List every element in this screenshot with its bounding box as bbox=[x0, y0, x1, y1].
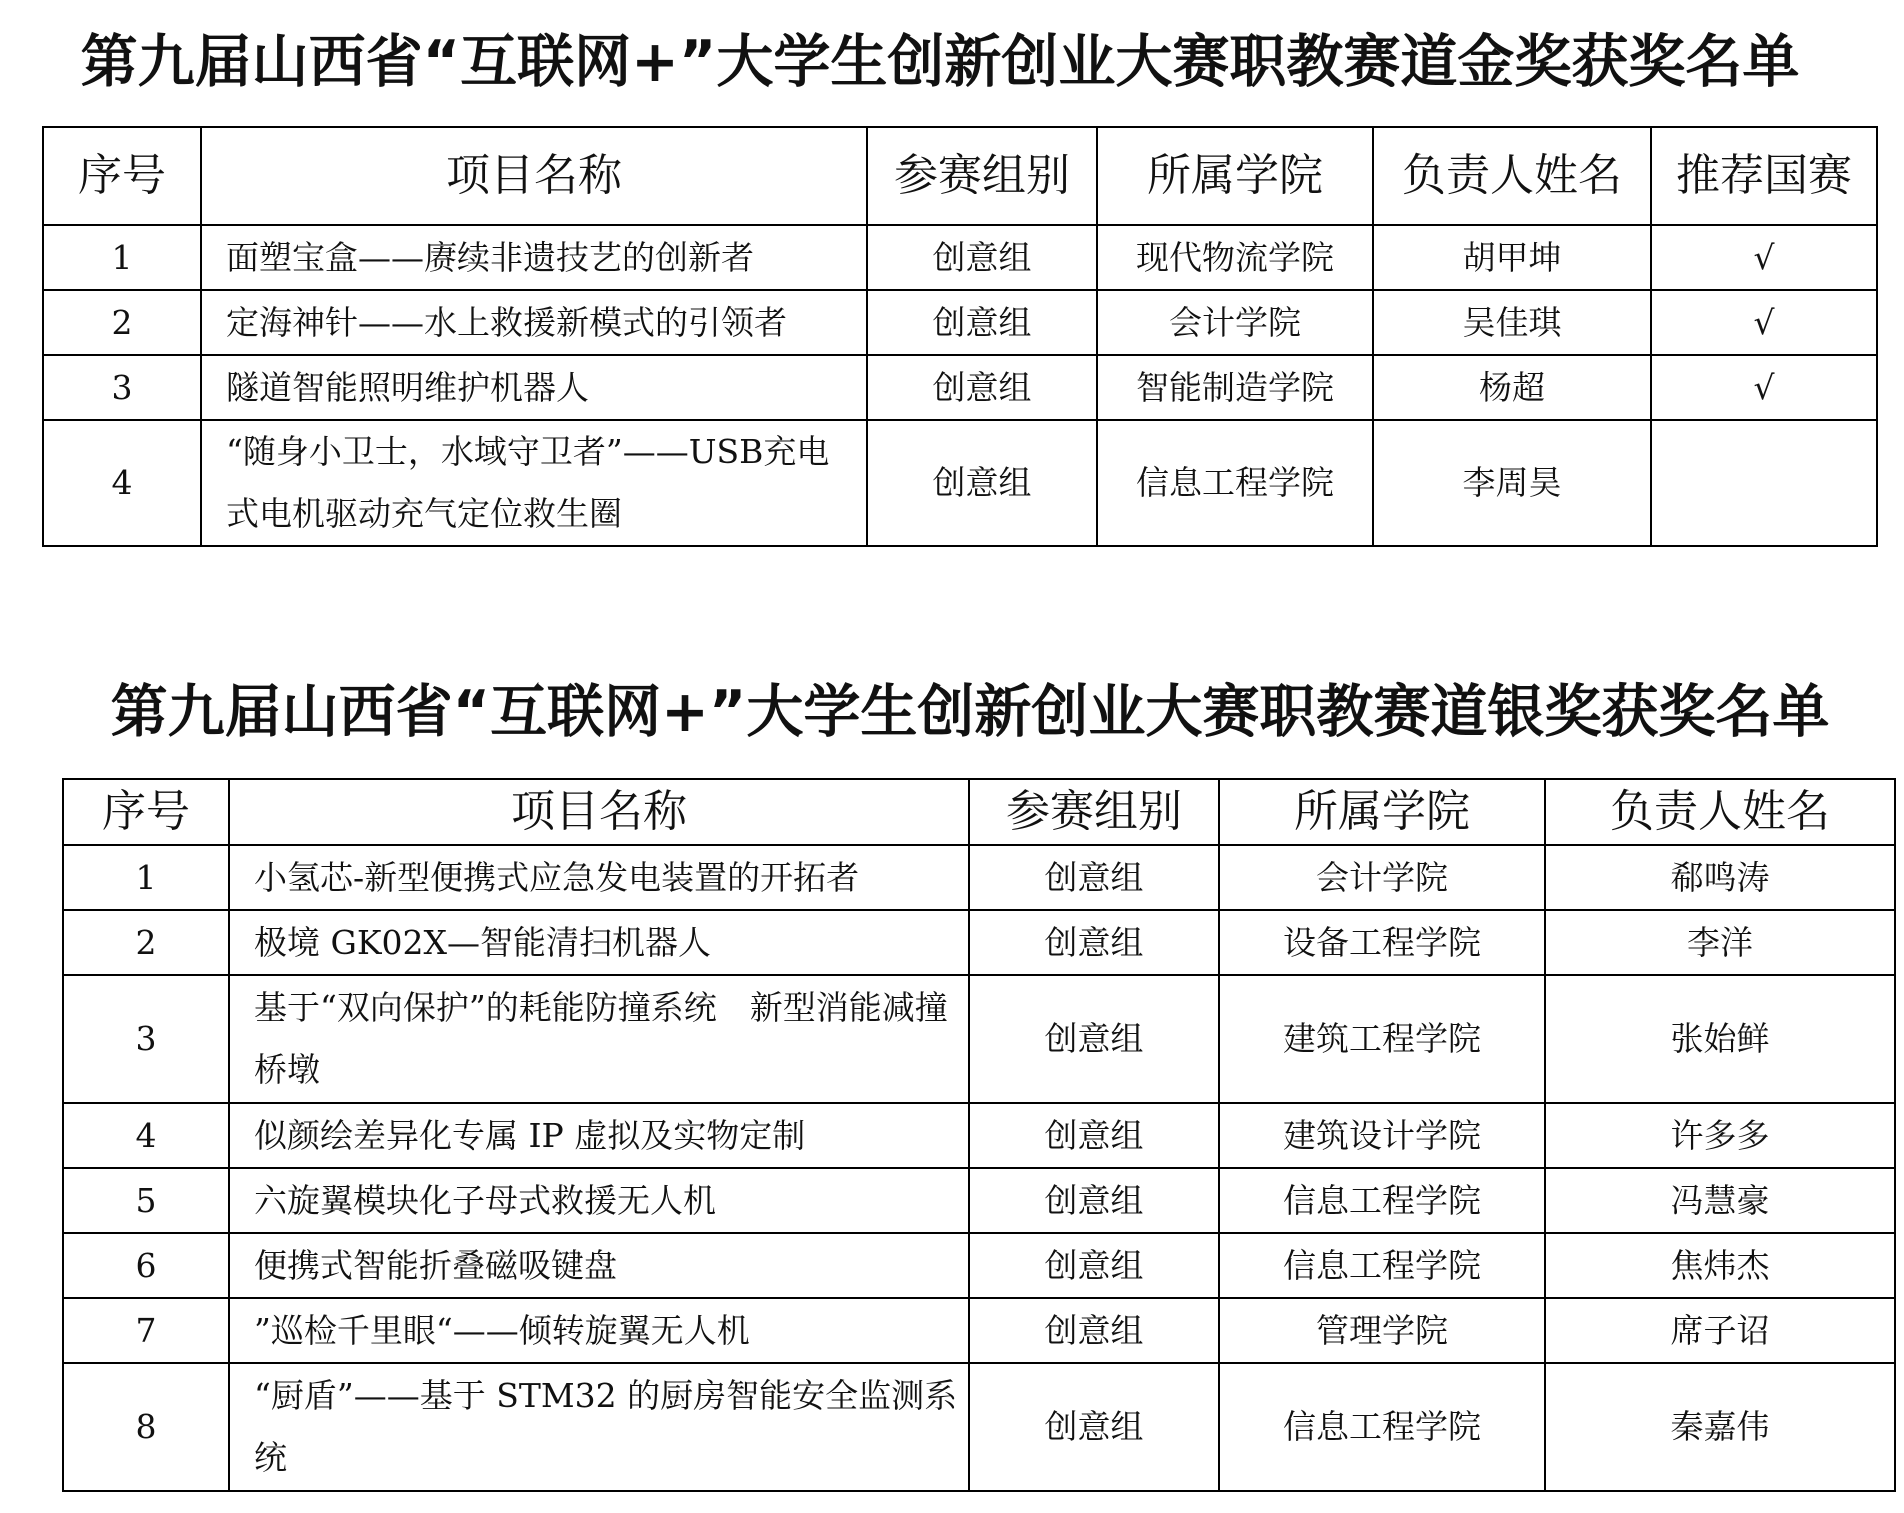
table-row bbox=[63, 1168, 1895, 1233]
cell-college: 建筑工程学院 bbox=[1219, 975, 1545, 1103]
cell-leader: 席子诏 bbox=[1545, 1298, 1895, 1363]
cell-leader: 冯慧豪 bbox=[1545, 1168, 1895, 1233]
cell-group: 创意组 bbox=[867, 355, 1097, 420]
cell-project: 基于“双向保护”的耗能防撞系统 新型消能减撞桥墩 bbox=[229, 975, 969, 1103]
cell-college: 会计学院 bbox=[1219, 845, 1545, 910]
cell-project: 便携式智能折叠磁吸键盘 bbox=[229, 1233, 969, 1298]
cell-seq: 1 bbox=[43, 225, 201, 290]
header-group: 参赛组别 bbox=[969, 779, 1219, 845]
cell-recommend-check: √ bbox=[1651, 355, 1877, 420]
cell-group: 创意组 bbox=[969, 1103, 1219, 1168]
cell-leader: 焦炜杰 bbox=[1545, 1233, 1895, 1298]
cell-group: 创意组 bbox=[867, 290, 1097, 355]
cell-group: 创意组 bbox=[969, 1298, 1219, 1363]
cell-college: 信息工程学院 bbox=[1219, 1233, 1545, 1298]
cell-project: 定海神针——水上救援新模式的引领者 bbox=[201, 290, 867, 355]
cell-college: 现代物流学院 bbox=[1097, 225, 1373, 290]
table-header-row bbox=[63, 779, 1895, 845]
cell-leader: 郗鸣涛 bbox=[1545, 845, 1895, 910]
cell-seq: 8 bbox=[63, 1363, 229, 1491]
cell-seq: 3 bbox=[63, 975, 229, 1103]
table-row bbox=[43, 420, 1877, 546]
cell-project: 隧道智能照明维护机器人 bbox=[201, 355, 867, 420]
cell-group: 创意组 bbox=[969, 1363, 1219, 1491]
cell-seq: 1 bbox=[63, 845, 229, 910]
cell-seq: 3 bbox=[43, 355, 201, 420]
cell-group: 创意组 bbox=[969, 975, 1219, 1103]
gold-award-title: 第九届山西省“互联网+”大学生创新创业大赛职教赛道金奖获奖名单 bbox=[80, 29, 1800, 95]
cell-group: 创意组 bbox=[867, 225, 1097, 290]
cell-seq: 4 bbox=[63, 1103, 229, 1168]
table-row bbox=[63, 1233, 1895, 1298]
header-seq: 序号 bbox=[63, 779, 229, 845]
cell-seq: 7 bbox=[63, 1298, 229, 1363]
silver-award-table bbox=[62, 778, 1896, 1492]
cell-group: 创意组 bbox=[969, 910, 1219, 975]
cell-leader: 杨超 bbox=[1373, 355, 1651, 420]
cell-leader: 许多多 bbox=[1545, 1103, 1895, 1168]
cell-seq: 5 bbox=[63, 1168, 229, 1233]
table-row bbox=[63, 910, 1895, 975]
header-seq: 序号 bbox=[43, 127, 201, 225]
header-college: 所属学院 bbox=[1219, 779, 1545, 845]
cell-seq: 4 bbox=[43, 420, 201, 546]
cell-group: 创意组 bbox=[969, 845, 1219, 910]
cell-leader: 胡甲坤 bbox=[1373, 225, 1651, 290]
table-row bbox=[63, 1298, 1895, 1363]
table-row bbox=[43, 355, 1877, 420]
cell-recommend-check: √ bbox=[1651, 290, 1877, 355]
cell-group: 创意组 bbox=[969, 1233, 1219, 1298]
table-row bbox=[63, 1363, 1895, 1491]
cell-project: 面塑宝盒——赓续非遗技艺的创新者 bbox=[201, 225, 867, 290]
cell-seq: 2 bbox=[63, 910, 229, 975]
silver-award-title: 第九届山西省“互联网+”大学生创新创业大赛职教赛道银奖获奖名单 bbox=[110, 679, 1830, 745]
cell-seq: 6 bbox=[63, 1233, 229, 1298]
cell-project: 极境 GK02X—智能清扫机器人 bbox=[229, 910, 969, 975]
gold-award-table bbox=[42, 126, 1878, 547]
header-project: 项目名称 bbox=[201, 127, 867, 225]
cell-college: 信息工程学院 bbox=[1219, 1168, 1545, 1233]
cell-leader: 秦嘉伟 bbox=[1545, 1363, 1895, 1491]
cell-seq: 2 bbox=[43, 290, 201, 355]
table-header-row bbox=[43, 127, 1877, 225]
cell-project: 小氢芯-新型便携式应急发电装置的开拓者 bbox=[229, 845, 969, 910]
cell-leader: 张始鲜 bbox=[1545, 975, 1895, 1103]
cell-college: 设备工程学院 bbox=[1219, 910, 1545, 975]
cell-group: 创意组 bbox=[969, 1168, 1219, 1233]
cell-project: 似颜绘差异化专属 IP 虚拟及实物定制 bbox=[229, 1103, 969, 1168]
cell-leader: 吴佳琪 bbox=[1373, 290, 1651, 355]
cell-college: 智能制造学院 bbox=[1097, 355, 1373, 420]
cell-project: ”巡检千里眼“——倾转旋翼无人机 bbox=[229, 1298, 969, 1363]
cell-college: 会计学院 bbox=[1097, 290, 1373, 355]
cell-recommend-check: √ bbox=[1651, 225, 1877, 290]
table-row bbox=[43, 290, 1877, 355]
cell-leader: 李周昊 bbox=[1373, 420, 1651, 546]
table-row bbox=[43, 225, 1877, 290]
header-college: 所属学院 bbox=[1097, 127, 1373, 225]
header-leader: 负责人姓名 bbox=[1545, 779, 1895, 845]
header-group: 参赛组别 bbox=[867, 127, 1097, 225]
table-row bbox=[63, 975, 1895, 1103]
cell-college: 信息工程学院 bbox=[1219, 1363, 1545, 1491]
cell-project: “厨盾”——基于 STM32 的厨房智能安全监测系统 bbox=[229, 1363, 969, 1491]
cell-college: 管理学院 bbox=[1219, 1298, 1545, 1363]
cell-college: 信息工程学院 bbox=[1097, 420, 1373, 546]
cell-project: “随身小卫士，水域守卫者”——USB充电式电机驱动充气定位救生圈 bbox=[201, 420, 867, 546]
cell-college: 建筑设计学院 bbox=[1219, 1103, 1545, 1168]
cell-group: 创意组 bbox=[867, 420, 1097, 546]
header-leader: 负责人姓名 bbox=[1373, 127, 1651, 225]
table-row bbox=[63, 1103, 1895, 1168]
cell-recommend-check bbox=[1651, 420, 1877, 546]
cell-project: 六旋翼模块化子母式救援无人机 bbox=[229, 1168, 969, 1233]
header-project: 项目名称 bbox=[229, 779, 969, 845]
table-row bbox=[63, 845, 1895, 910]
cell-leader: 李洋 bbox=[1545, 910, 1895, 975]
header-recommend: 推荐国赛 bbox=[1651, 127, 1877, 225]
